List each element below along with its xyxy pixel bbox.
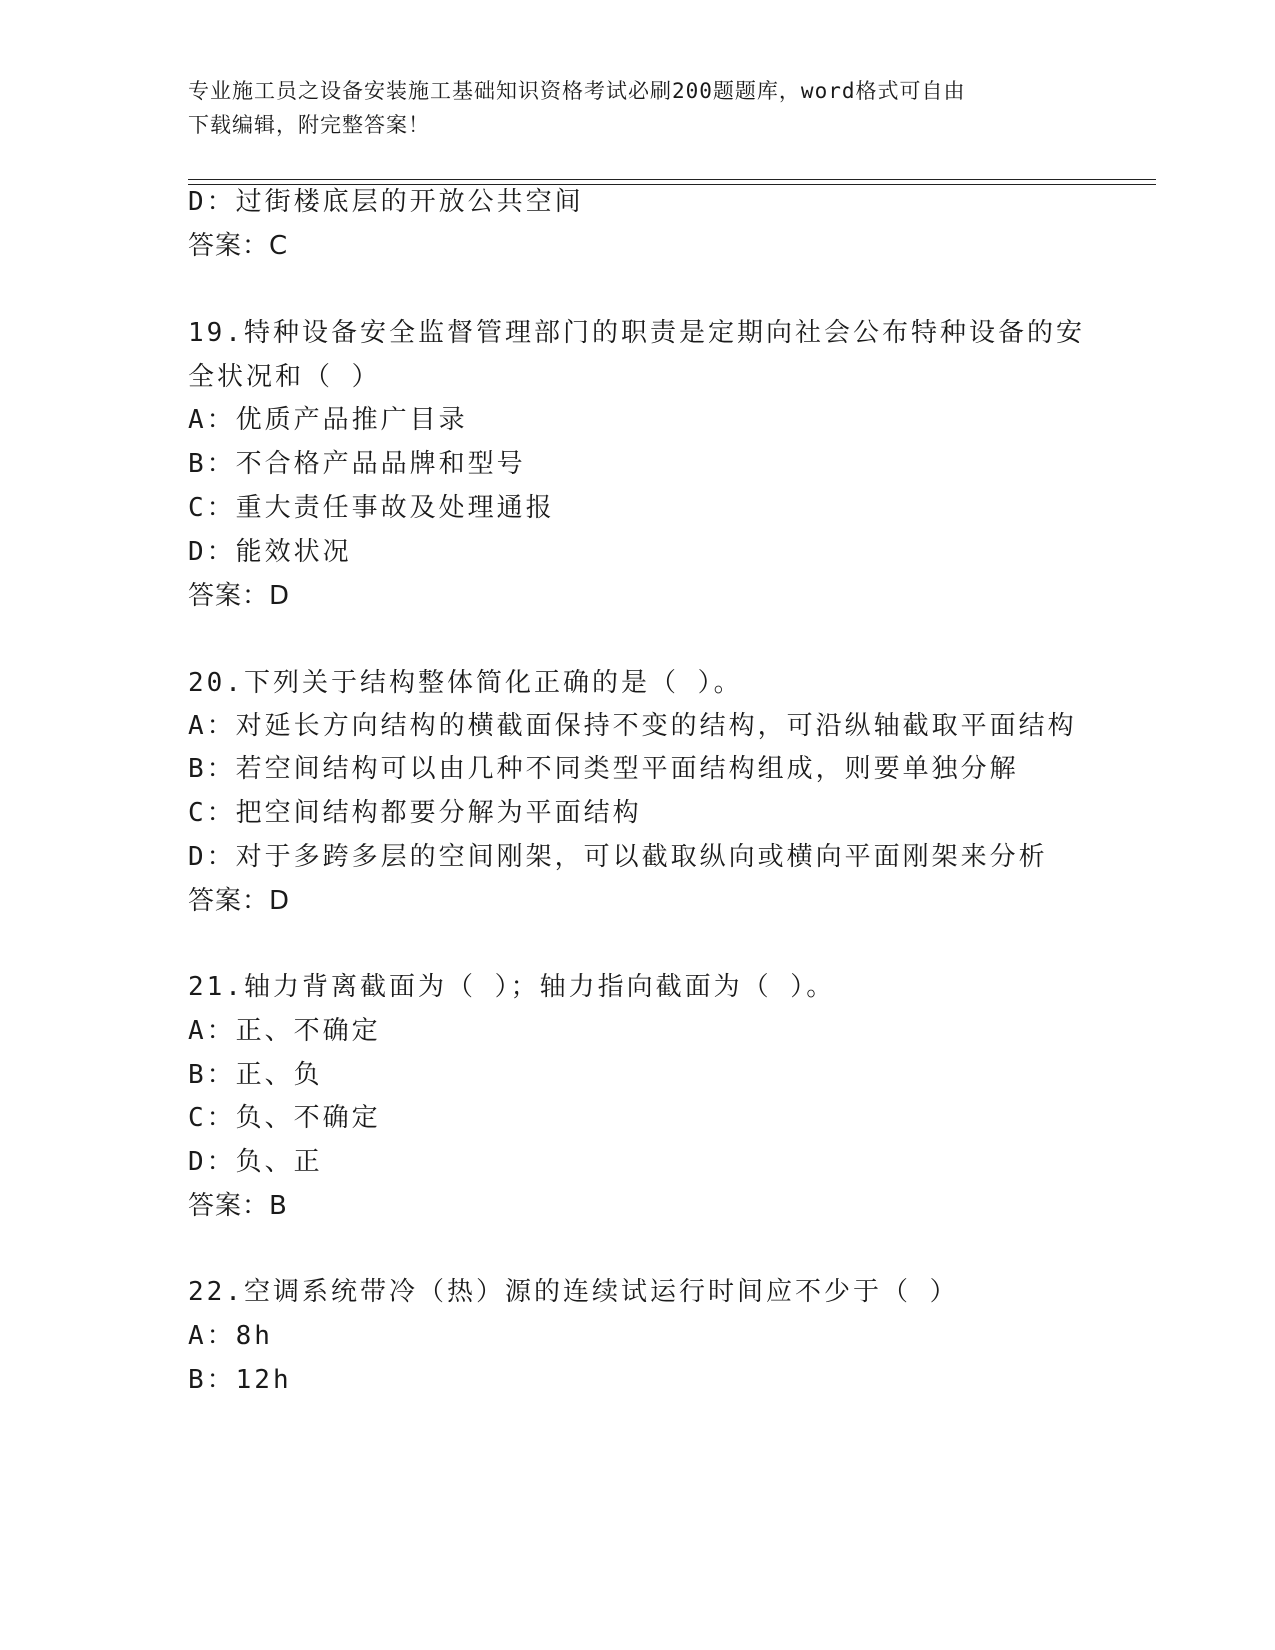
header-line-2: 下载编辑，附完整答案！ <box>188 113 430 137</box>
header-line-1: 专业施工员之设备安装施工基础知识资格考试必刷200题题库，word格式可自由 <box>188 79 966 103</box>
q21-option-d: D：负、正 <box>188 1147 323 1177</box>
q19-question-line-2: 全状况和（ ） <box>188 362 381 392</box>
q22-option-a: A：8h <box>188 1321 273 1351</box>
q19-option-a: A：优质产品推广目录 <box>188 405 468 435</box>
q20-answer: 答案：D <box>188 886 291 916</box>
q21-answer: 答案：B <box>188 1191 288 1221</box>
q19-answer: 答案：D <box>188 581 291 611</box>
q20-option-a: A：对延长方向结构的横截面保持不变的结构，可沿纵轴截取平面结构 <box>188 711 1077 741</box>
q21-option-a: A：正、不确定 <box>188 1016 381 1046</box>
q19-question-line-1: 19.特种设备安全监督管理部门的职责是定期向社会公布特种设备的安 <box>188 318 1085 348</box>
q21-question: 21.轴力背离截面为（ ）；轴力指向截面为（ ）。 <box>188 972 836 1002</box>
q19-option-b: B：不合格产品品牌和型号 <box>188 449 526 479</box>
q20-option-c: C：把空间结构都要分解为平面结构 <box>188 798 642 828</box>
header-divider-top <box>188 179 1156 180</box>
q22-option-b: B：12h <box>188 1365 292 1395</box>
q18-option-d: D：过街楼底层的开放公共空间 <box>188 187 584 217</box>
q20-option-d: D：对于多跨多层的空间刚架，可以截取纵向或横向平面刚架来分析 <box>188 842 1048 872</box>
q19-option-d: D：能效状况 <box>188 537 352 567</box>
q18-answer: 答案：C <box>188 231 289 261</box>
q19-option-c: C：重大责任事故及处理通报 <box>188 493 555 523</box>
q22-question: 22.空调系统带冷（热）源的连续试运行时间应不少于（ ） <box>188 1277 959 1307</box>
document-header <box>188 74 1088 142</box>
q21-option-c: C：负、不确定 <box>188 1103 381 1133</box>
q20-question: 20.下列关于结构整体简化正确的是（ ）。 <box>188 668 743 698</box>
q21-option-b: B：正、负 <box>188 1060 323 1090</box>
q20-option-b: B：若空间结构可以由几种不同类型平面结构组成，则要单独分解 <box>188 754 1019 784</box>
